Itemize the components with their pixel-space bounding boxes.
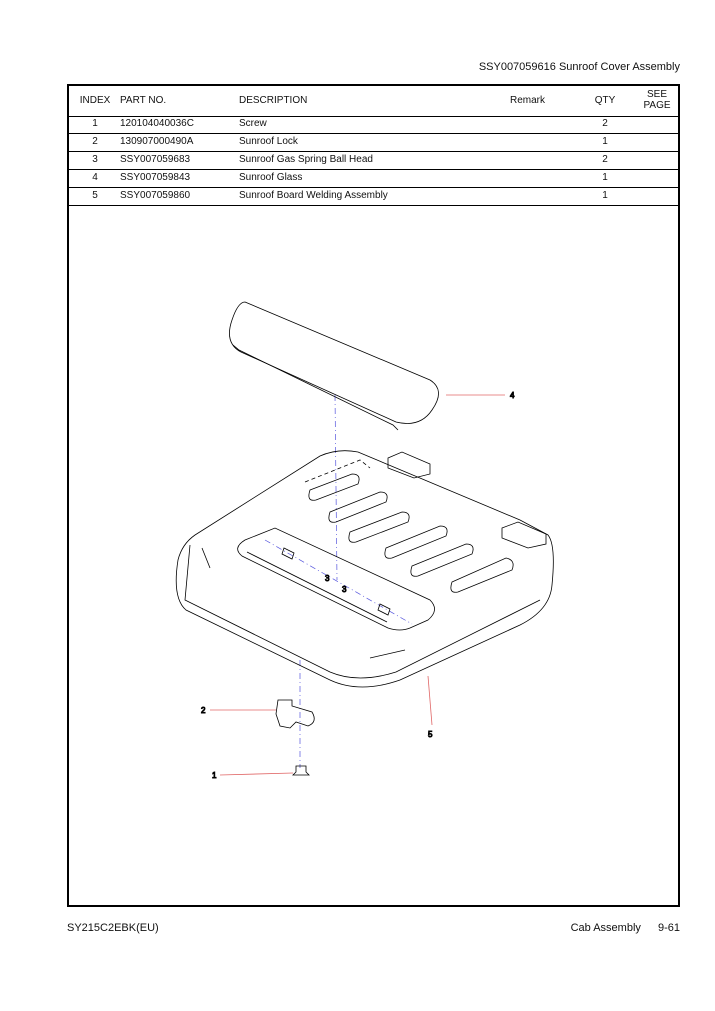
row-qty: 1 (602, 172, 608, 183)
see-label: SEE (646, 89, 667, 100)
sunroof-lock-part (276, 700, 314, 728)
callout-2: 2 (201, 706, 206, 715)
col-index-header: INDEX (79, 95, 111, 106)
row-part-no: SSY007059683 (120, 154, 191, 165)
callout-5: 5 (428, 730, 433, 739)
row-index: 1 (92, 118, 98, 129)
row-description: Screw (239, 118, 267, 129)
col-remark-header: Remark (510, 95, 546, 106)
gas-spring-ball-head-part (282, 548, 390, 615)
row-index: 2 (92, 136, 98, 147)
row-qty: 1 (602, 136, 608, 147)
row-index: 4 (92, 172, 98, 183)
row-qty: 2 (602, 154, 608, 165)
row-qty: 1 (602, 190, 608, 201)
callout-4: 4 (510, 391, 515, 400)
row-index: 5 (92, 190, 98, 201)
page-header-title: SSY007059616 Sunroof Cover Assembly (478, 61, 680, 73)
footer-model: SY215C2EBK(EU) (67, 922, 159, 934)
footer-right-group (557, 922, 680, 934)
callout-3b: 3 (342, 585, 347, 594)
screw-part (293, 766, 309, 775)
row-qty: 2 (602, 118, 608, 129)
col-qty-header: QTY (594, 95, 616, 106)
row-part-no: SSY007059860 (120, 190, 191, 201)
footer-section: Cab Assembly (570, 922, 641, 934)
row-description: Sunroof Gas Spring Ball Head (239, 154, 373, 165)
row-description: Sunroof Glass (239, 172, 303, 183)
col-description-header: DESCRIPTION (239, 95, 308, 106)
col-part-no-header: PART NO. (120, 95, 167, 106)
sunroof-board-assembly-part (176, 451, 553, 687)
page-label: PAGE (643, 100, 671, 111)
sunroof-glass-part (229, 302, 438, 430)
row-part-no: SSY007059843 (120, 172, 191, 183)
row-part-no: 130907000490A (120, 136, 194, 147)
callout-3a: 3 (325, 574, 330, 583)
row-part-no: 120104040036C (120, 118, 194, 129)
row-description: Sunroof Lock (239, 136, 298, 147)
row-index: 3 (92, 154, 98, 165)
row-description: Sunroof Board Welding Assembly (239, 190, 388, 201)
callout-1: 1 (212, 771, 217, 780)
footer-page-number: 9-61 (657, 922, 680, 934)
